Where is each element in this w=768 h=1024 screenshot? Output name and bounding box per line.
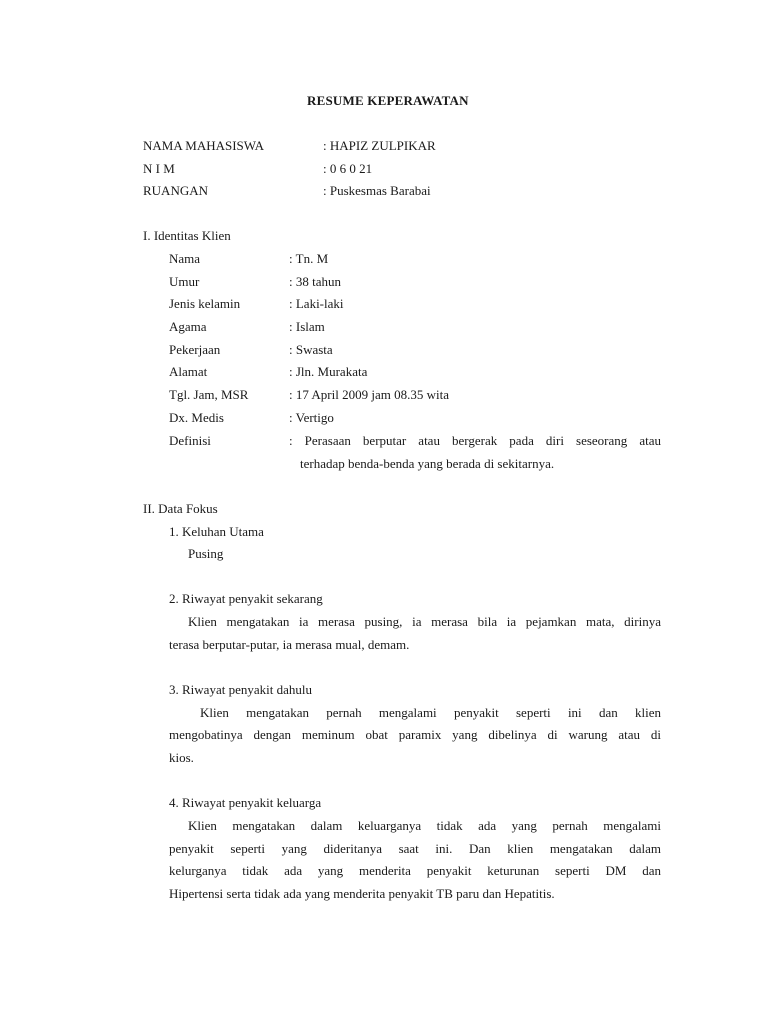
client-field-label: Dx. Medis — [169, 410, 224, 425]
item-text-line: penyakit seperti yang dideritanya saat ini. Dan klien mengatakan dalam — [169, 841, 661, 856]
student-room-value: : Puskesmas Barabai — [323, 183, 431, 198]
client-field-value: : Vertigo — [289, 410, 334, 425]
client-field-label: Alamat — [169, 364, 208, 379]
client-field-value: : 17 April 2009 jam 08.35 wita — [289, 387, 449, 402]
client-field-value: : Swasta — [289, 342, 333, 357]
student-name-label: NAMA MAHASISWA — [143, 138, 264, 153]
item-text-line: Hipertensi serta tidak ada yang menderita penyakit TB paru dan Hepatitis. — [169, 886, 555, 901]
definisi-text-line: terhadap benda-benda yang berada di sekitarnya. — [300, 456, 555, 471]
client-field-value: : Laki-laki — [289, 296, 344, 311]
item-text-line: Klien mengatakan dalam keluarganya tidak ada yang pernah mengalami — [188, 818, 661, 833]
client-field-value: : 38 tahun — [289, 274, 341, 289]
section2-heading: II. Data Fokus — [143, 501, 218, 516]
definisi-label: Definisi — [169, 433, 211, 448]
item-heading: 4. Riwayat penyakit keluarga — [169, 795, 322, 810]
item-text-line: Klien mengatakan pernah mengalami penyakit seperti ini dan klien — [200, 705, 661, 720]
client-field-value: : Islam — [289, 319, 325, 334]
student-nim-value: : 0 6 0 21 — [323, 161, 373, 176]
client-field-value: : Tn. M — [289, 251, 329, 266]
client-field-label: Jenis kelamin — [169, 296, 241, 311]
client-field-label: Pekerjaan — [169, 342, 221, 357]
section1-heading: I. Identitas Klien — [143, 228, 231, 243]
item-text-line: kios. — [169, 750, 194, 765]
client-field-label: Umur — [169, 274, 200, 289]
item-text-line: terasa berputar-putar, ia merasa mual, demam. — [169, 637, 410, 652]
item-text-line: mengobatinya dengan meminum obat paramix yang dibelinya di warung atau di — [169, 727, 661, 742]
document-title: RESUME KEPERAWATAN — [307, 93, 469, 108]
client-field-label: Tgl. Jam, MSR — [169, 387, 249, 402]
definisi-text-line: : Perasaan berputar atau bergerak pada diri seseorang atau — [289, 433, 661, 448]
client-field-label: Agama — [169, 319, 207, 334]
client-field-value: : Jln. Murakata — [289, 364, 368, 379]
student-name-value: : HAPIZ ZULPIKAR — [323, 138, 436, 153]
item-heading: 2. Riwayat penyakit sekarang — [169, 591, 323, 606]
item-text-line: Klien mengatakan ia merasa pusing, ia merasa bila ia pejamkan mata, dirinya — [188, 614, 661, 629]
item-heading: 3. Riwayat penyakit dahulu — [169, 682, 312, 697]
client-field-label: Nama — [169, 251, 201, 266]
student-room-label: RUANGAN — [143, 183, 208, 198]
item-heading: 1. Keluhan Utama — [169, 524, 264, 539]
item-text-line: Pusing — [188, 546, 224, 561]
student-nim-label: N I M — [143, 161, 175, 176]
item-text-line: kelurganya tidak ada yang menderita penyakit keturunan seperti DM dan — [169, 863, 661, 878]
